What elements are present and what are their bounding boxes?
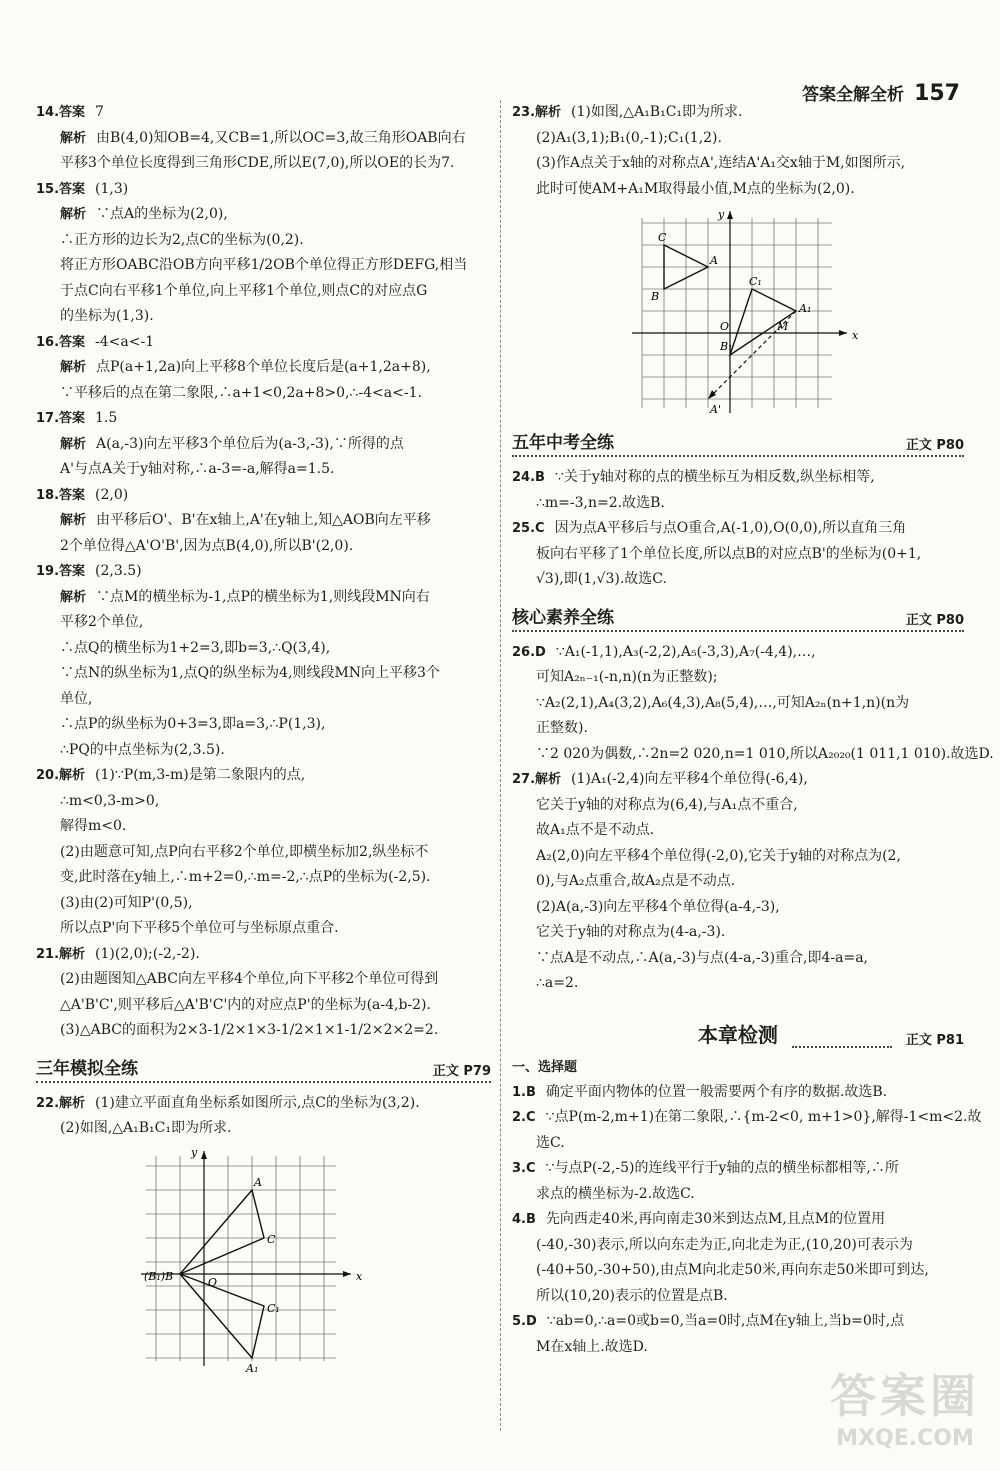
answer-text: ∴m<0,3-m>0, bbox=[60, 792, 160, 809]
answer-label: 1.B bbox=[512, 1084, 536, 1100]
fig-label-o: O bbox=[720, 320, 730, 333]
answer-text: ∵A₂(2,1),A₄(3,2),A₆(4,3),A₈(5,4),…,可知A₂ₙ(n+1,n)(n为 bbox=[536, 694, 910, 711]
x-axis-arrow bbox=[839, 330, 847, 336]
text-line bbox=[512, 1284, 964, 1310]
right-pre-answers bbox=[512, 100, 964, 202]
answer-text: 可知A₂ₙ₋₁(-n,n)(n为正整数); bbox=[536, 669, 718, 685]
answer-text: 由B(4,0)知OB=4,又CB=1,所以OC=3,故三角形OAB向右 bbox=[96, 129, 466, 146]
answer-label: 20.解析 bbox=[36, 768, 86, 783]
text-line bbox=[36, 687, 491, 713]
answer-text: ∴点Q的横坐标为1+2=3,即b=3,∴Q(3,4), bbox=[60, 639, 331, 656]
answer-text: (3)作A点关于x轴的对称点A',连结A'A₁交x轴于M,如图所示, bbox=[536, 155, 906, 171]
text-line bbox=[512, 542, 964, 568]
answer-text: ∴点P的纵坐标为0+3=3,即a=3,∴P(1,3), bbox=[60, 716, 326, 732]
fig-label-c: C bbox=[658, 231, 667, 244]
answer-text: ∵点P(m-2,m+1)在第二象限,∴{m-2<0, m+1>0},解得-1<m<2.故 bbox=[545, 1109, 982, 1125]
left-pre-answers bbox=[36, 100, 491, 1044]
text-line bbox=[36, 789, 491, 815]
answer-label: 14.答案 bbox=[36, 105, 86, 120]
chapter-test-heading bbox=[512, 1019, 964, 1048]
text-line bbox=[36, 840, 491, 866]
answer-text: ∵平移后的点在第二象限,∴a+1<0,2a+8>0,∴-4<a<-1. bbox=[60, 384, 422, 401]
text-line bbox=[36, 381, 491, 407]
column-divider bbox=[500, 100, 501, 1431]
text-line bbox=[36, 100, 491, 126]
text-line bbox=[512, 665, 964, 691]
answer-text: (3)由(2)可知P'(0,5), bbox=[60, 894, 193, 911]
text-line bbox=[36, 1018, 491, 1044]
fig-label-a: A bbox=[254, 1175, 262, 1189]
answer-text: 正整数). bbox=[536, 720, 588, 736]
answer-text: 变,此时落在y轴上,∴m+2=0,∴m=-2,∴点P的坐标为(-2,5). bbox=[60, 869, 431, 885]
text-line bbox=[36, 228, 491, 254]
text-line bbox=[512, 1309, 964, 1335]
answer-text: 平移2个单位, bbox=[60, 614, 144, 630]
answer-text: 因为点A平移后与点O重合,A(-1,0),O(0,0),所以直角三角 bbox=[554, 520, 907, 536]
answer-text: 将正方形OABC沿OB方向平移1/2OB个单位得正方形DEFG,相当 bbox=[60, 257, 468, 273]
header-section-title: 答案全解全析 bbox=[802, 85, 905, 105]
answer-text: -4<a<-1 bbox=[95, 333, 155, 350]
watermark-text: 答案圈 bbox=[830, 1369, 980, 1423]
answer-text: (-40,-30)表示,所以向东走为正,向北走为正,(10,20)可表示为 bbox=[536, 1236, 913, 1253]
text-line bbox=[36, 508, 491, 534]
text-line bbox=[36, 483, 491, 509]
text-line bbox=[36, 712, 491, 738]
fig-label-a1: A₁ bbox=[246, 1361, 259, 1375]
text-line bbox=[36, 993, 491, 1019]
text-line bbox=[36, 763, 491, 789]
answer-text: (2)如图,△A₁B₁C₁即为所求. bbox=[60, 1120, 232, 1136]
right-mid-answers bbox=[512, 465, 964, 593]
answer-text: (1)建立平面直角坐标系如图所示,点C的坐标为(3,2). bbox=[95, 1094, 420, 1111]
y-axis-arrow bbox=[201, 1151, 207, 1159]
answer-text: ∵点A的坐标为(2,0), bbox=[96, 206, 228, 222]
chapter-title: 本章检测 bbox=[697, 1022, 778, 1047]
answer-text: 它关于y轴的对称点为(6,4),与A₁点不重合, bbox=[536, 796, 798, 813]
answer-text: 先向西走40米,再向南走30米到达点M,且点M的位置用 bbox=[545, 1211, 886, 1227]
left-column bbox=[36, 100, 491, 1376]
answer-text: M在x轴上.故选D. bbox=[536, 1338, 648, 1355]
answer-text: (2,3.5) bbox=[95, 563, 142, 579]
text-line bbox=[512, 1258, 964, 1284]
fig-label-y: y bbox=[718, 208, 725, 221]
grid-lines bbox=[146, 1156, 336, 1361]
text-line bbox=[36, 610, 491, 636]
text-line bbox=[36, 1091, 491, 1117]
right-column bbox=[512, 100, 994, 1360]
text-line bbox=[512, 177, 964, 203]
figure-22-coordinate-grid bbox=[136, 1146, 376, 1376]
answer-label: 23.解析 bbox=[512, 105, 562, 120]
answer-label: 25.C bbox=[512, 521, 545, 536]
page-number: 157 bbox=[914, 81, 960, 106]
answer-label: 解析 bbox=[60, 589, 87, 605]
answer-text: 求点的横坐标为-2.故选C. bbox=[536, 1185, 695, 1202]
text-line bbox=[512, 818, 964, 844]
answer-label: 4.B bbox=[512, 1212, 536, 1227]
text-line bbox=[512, 1182, 964, 1208]
text-line bbox=[512, 920, 964, 946]
section-ref: 正文 P80 bbox=[905, 438, 964, 453]
answer-text: ∵A₁(-1,1),A₃(-2,2),A₅(-3,3),A₇(-4,4),…, bbox=[555, 643, 816, 660]
subheading-multiple-choice: 一、选择题 bbox=[512, 1059, 578, 1075]
text-line bbox=[512, 516, 964, 542]
fig-label-o: O bbox=[208, 1275, 218, 1289]
fig-label-c: C bbox=[267, 1232, 276, 1246]
answer-text: ∴PQ的中点坐标为(2,3.5). bbox=[60, 741, 225, 758]
text-line bbox=[512, 151, 964, 177]
text-line bbox=[36, 967, 491, 993]
text-line bbox=[36, 891, 491, 917]
answer-label: 16.答案 bbox=[36, 334, 86, 350]
answer-text: 它关于y轴的对称点为(4-a,-3). bbox=[536, 924, 726, 940]
text-line bbox=[36, 177, 491, 203]
answer-text: 选C. bbox=[536, 1134, 565, 1151]
answer-text: A'与点A关于y轴对称,∴a-3=-a,解得a=1.5. bbox=[60, 461, 335, 477]
section-title: 核心素养全练 bbox=[512, 607, 614, 628]
text-line bbox=[36, 355, 491, 381]
answer-text: 此时可使AM+A₁M取得最小值,M点的坐标为(2,0). bbox=[536, 180, 855, 197]
text-line bbox=[512, 491, 964, 517]
answer-label: 27.解析 bbox=[512, 772, 562, 787]
answer-text: (2)由题意可知,点P向右平移2个单位,即横坐标加2,纵坐标不 bbox=[60, 843, 429, 860]
answer-text: ∴a=2. bbox=[536, 975, 579, 991]
answer-text: 解得m<0. bbox=[60, 818, 127, 834]
answer-label: 解析 bbox=[60, 207, 87, 222]
answer-text: (2,0) bbox=[95, 486, 129, 503]
answer-text: (1)如图,△A₁B₁C₁即为所求. bbox=[571, 104, 743, 120]
text-line bbox=[512, 1105, 982, 1131]
text-line bbox=[512, 716, 964, 742]
answer-text: 故A₁点不是不动点. bbox=[536, 822, 655, 838]
fig-label-b: (B₁)B bbox=[144, 1269, 174, 1283]
answer-text: (2)A₁(3,1);B₁(0,-1);C₁(1,2). bbox=[536, 129, 722, 146]
answer-text: (2)A(a,-3)向左平移4个单位得(a-4,-3), bbox=[536, 898, 780, 915]
fig-label-b1: B₁ bbox=[720, 340, 733, 353]
answer-text: ∵与点P(-2,-5)的连线平行于y轴的点的横坐标都相等,∴所 bbox=[545, 1160, 899, 1176]
right-post-answers bbox=[512, 1080, 982, 1361]
answer-label: 5.D bbox=[512, 1314, 537, 1329]
text-line bbox=[512, 465, 964, 491]
left-post-answers bbox=[36, 1091, 491, 1142]
fig-label-aprime: A' bbox=[710, 403, 721, 416]
section-ref: 正文 P79 bbox=[432, 1063, 491, 1079]
text-line bbox=[36, 432, 491, 458]
text-line bbox=[512, 844, 964, 870]
answer-label: 17.答案 bbox=[36, 411, 86, 426]
chapter-ref: 正文 P81 bbox=[905, 1032, 964, 1048]
answer-text: 确定平面内物体的位置一般需要两个有序的数据.故选B. bbox=[545, 1083, 888, 1100]
text-line bbox=[36, 304, 491, 330]
answer-label: 18.答案 bbox=[36, 487, 86, 503]
triangle-abc bbox=[180, 1190, 264, 1274]
answer-text: (2)由题图知△ABC向左平移4个单位,向下平移2个单位可得到 bbox=[60, 971, 439, 987]
answer-text: 2个单位得△A'O'B',因为点B(4,0),所以B'(2,0). bbox=[60, 537, 354, 554]
text-line bbox=[36, 865, 491, 891]
text-line bbox=[36, 406, 491, 432]
text-line bbox=[512, 567, 964, 593]
fig-label-y: y bbox=[191, 1145, 198, 1159]
text-line bbox=[36, 253, 491, 279]
answer-label: 解析 bbox=[60, 130, 87, 146]
answer-text: 单位, bbox=[60, 690, 93, 707]
fig-label-c1: C₁ bbox=[267, 1301, 280, 1315]
text-line bbox=[36, 126, 491, 152]
text-line bbox=[512, 767, 964, 793]
answer-text: 0),与A₂点重合,故A₂点是不动点. bbox=[536, 873, 736, 889]
answer-text: ∵点N的纵坐标为1,点Q的纵坐标为4,则线段MN向上平移3个 bbox=[60, 665, 440, 681]
text-line bbox=[36, 559, 491, 585]
answer-label: 解析 bbox=[60, 360, 87, 375]
text-line bbox=[36, 738, 491, 764]
section-heading-core-literacy bbox=[512, 603, 964, 632]
answer-text: 的坐标为(1,3). bbox=[60, 308, 154, 324]
fig-label-x: x bbox=[356, 1269, 363, 1283]
answer-text: 所以点P'向下平移5个单位可与坐标原点重合. bbox=[60, 920, 339, 936]
answer-text: ∵2 020为偶数,∴2n=2 020,n=1 010,所以A₂₀₂₀(1 011,1 010).故选D. bbox=[536, 745, 994, 762]
triangle-a1b1c1 bbox=[180, 1274, 264, 1358]
fig-label-b: B bbox=[651, 290, 660, 303]
text-line bbox=[512, 946, 964, 972]
text-line bbox=[36, 661, 491, 687]
text-line bbox=[512, 971, 964, 997]
fig-label-m: M bbox=[777, 320, 789, 333]
text-line bbox=[512, 793, 964, 819]
text-line bbox=[512, 742, 994, 768]
text-line bbox=[512, 1080, 964, 1106]
text-line bbox=[512, 1335, 964, 1361]
watermark-url: MXQE.COM bbox=[836, 1426, 974, 1451]
text-line bbox=[36, 202, 491, 228]
text-line bbox=[512, 100, 964, 126]
text-line bbox=[36, 636, 491, 662]
text-line bbox=[36, 942, 491, 968]
answer-label: 24.B bbox=[512, 470, 545, 485]
section-title: 三年模拟全练 bbox=[36, 1058, 138, 1079]
section-heading-five-year bbox=[512, 428, 964, 457]
answer-label: 2.C bbox=[512, 1110, 536, 1125]
answer-label: 3.C bbox=[512, 1161, 536, 1176]
answer-text: 板向右平移了1个单位长度,所以点B的对应点B'的坐标为(0+1, bbox=[536, 545, 922, 562]
section-ref: 正文 P80 bbox=[905, 612, 964, 628]
right-mid2-answers bbox=[512, 640, 994, 997]
answer-text: √3),即(1,√3).故选C. bbox=[536, 571, 667, 587]
answer-text: 1.5 bbox=[95, 410, 118, 426]
fig-label-a1: A₁ bbox=[799, 302, 812, 315]
text-line bbox=[512, 895, 964, 921]
text-line bbox=[512, 1207, 964, 1233]
answer-label: 21.解析 bbox=[36, 946, 86, 962]
text-line bbox=[512, 1156, 964, 1182]
watermark bbox=[830, 1360, 980, 1451]
answer-text: ∵点A是不动点,∴A(a,-3)与点(4-a,-3)重合,即4-a=a, bbox=[536, 949, 868, 966]
text-line bbox=[512, 1131, 964, 1157]
text-line bbox=[36, 814, 491, 840]
answer-label: 解析 bbox=[60, 436, 87, 452]
text-line bbox=[512, 1233, 964, 1259]
answer-text: (1)(2,0);(-2,-2). bbox=[95, 945, 200, 962]
fig-label-c1: C₁ bbox=[749, 275, 762, 288]
section-title: 五年中考全练 bbox=[512, 433, 614, 453]
answer-text: (1)A₁(-2,4)向左平移4个单位得(-6,4), bbox=[571, 771, 808, 787]
fig-label-a: A bbox=[710, 254, 718, 267]
answer-text: (3)△ABC的面积为2×3-1/2×1×3-1/2×1×1-1/2×2×2=2. bbox=[60, 1022, 439, 1038]
text-line bbox=[512, 640, 964, 666]
answer-label: 解析 bbox=[60, 513, 87, 528]
text-line bbox=[36, 279, 491, 305]
text-line bbox=[36, 151, 491, 177]
answer-label: 19.答案 bbox=[36, 564, 86, 579]
answer-label: 26.D bbox=[512, 644, 546, 660]
text-line bbox=[36, 585, 491, 611]
x-axis-arrow bbox=[343, 1271, 351, 1277]
answer-text: (-40+50,-30+50),由点M向北走50米,再向东走50米即可到达, bbox=[536, 1262, 929, 1278]
chapter-dots bbox=[792, 1036, 892, 1048]
dashed-line-arrow bbox=[708, 390, 716, 399]
answer-text: 7 bbox=[95, 104, 104, 120]
text-line bbox=[512, 126, 964, 152]
figure-23-coordinate-grid bbox=[622, 208, 862, 418]
y-axis-arrow bbox=[727, 211, 733, 219]
answer-text: (1)∵P(m,3-m)是第二象限内的点, bbox=[95, 767, 306, 783]
text-line bbox=[36, 534, 491, 560]
answer-label: 15.答案 bbox=[36, 181, 86, 197]
answer-text: ∴正方形的边长为2,点C的坐标为(0,2). bbox=[60, 231, 304, 248]
answer-text: (1,3) bbox=[95, 180, 129, 197]
answer-text: A₂(2,0)向左平移4个单位得(-2,0),它关于y轴的对称点为(2, bbox=[536, 847, 901, 864]
answer-text: △A'B'C',则平移后△A'B'C'内的对应点P'的坐标为(a-4,b-2). bbox=[60, 996, 431, 1013]
text-line bbox=[512, 869, 964, 895]
answer-text: ∵点M的横坐标为-1,点P的横坐标为1,则线段MN向右 bbox=[96, 588, 430, 605]
answer-text: ∵ab=0,∴a=0或b=0,当a=0时,点M在y轴上,当b=0时,点 bbox=[546, 1313, 905, 1329]
text-line bbox=[36, 916, 491, 942]
answer-text: 由平移后O'、B'在x轴上,A'在y轴上,知△AOB向左平移 bbox=[96, 512, 431, 528]
section-heading-three-year bbox=[36, 1054, 491, 1083]
text-line bbox=[36, 1116, 491, 1142]
text-line bbox=[36, 457, 491, 483]
answer-label: 22.解析 bbox=[36, 1095, 86, 1111]
text-line bbox=[36, 330, 491, 356]
answer-text: ∵关于y轴对称的点的横坐标互为相反数,纵坐标相等, bbox=[554, 469, 875, 485]
answer-text: 点P(a+1,2a)向上平移8个单位长度后是(a+1,2a+8), bbox=[96, 359, 431, 375]
answer-text: ∴m=-3,n=2.故选B. bbox=[536, 494, 665, 511]
answer-text: A(a,-3)向左平移3个单位后为(a-3,-3),∵所得的点 bbox=[96, 435, 404, 452]
text-line bbox=[512, 691, 964, 717]
answer-text: 所以(10,20)表示的位置是点B. bbox=[536, 1287, 728, 1304]
answer-text: 于点C向右平移1个单位,向上平移1个单位,则点C的对应点G bbox=[60, 282, 428, 299]
fig-label-x: x bbox=[852, 329, 859, 342]
answer-text: 平移3个单位长度得到三角形CDE,所以E(7,0),所以OE的长为7. bbox=[60, 155, 455, 171]
